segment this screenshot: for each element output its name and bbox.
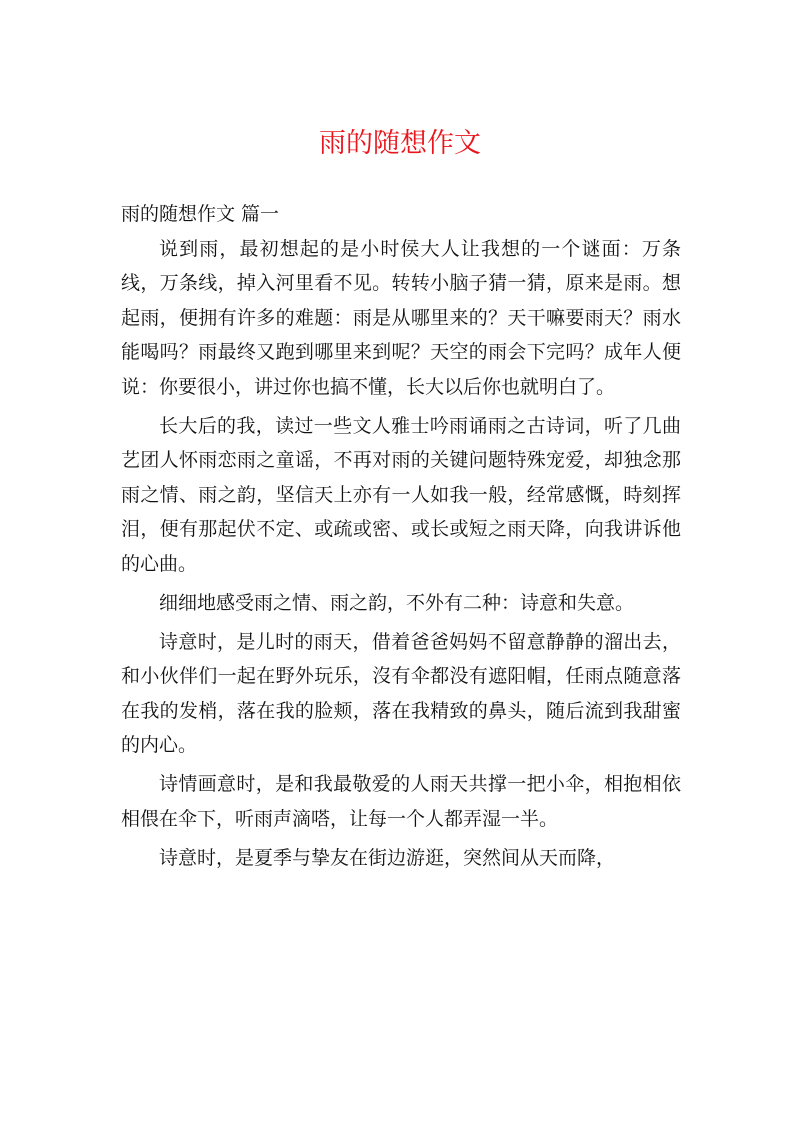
paragraph-2: 长大后的我，读过一些文人雅士吟雨诵雨之古诗词，听了几曲艺团人怀雨恋雨之童谣，不再对雨的关键问题特殊宠爱，却独念那雨之情、雨之韵，坚信天上亦有一人如我一般，经常感慨，時刻挥泪，便有那起伏不定、或疏或密、或长或短之雨天降，向我讲诉他的心曲。 [121, 414, 681, 575]
paragraph-5: 诗情画意时，是和我最敬爱的人雨天共撑一把小伞，相抱相依相偎在伞下，听雨声滴嗒，让每一个人都弄湿一半。 [121, 773, 681, 830]
paragraph-6: 诗意时，是夏季与挚友在街边游逛，突然间从天而降， [159, 846, 616, 869]
document-title: 雨的随想作文 [319, 128, 481, 159]
document-body [121, 197, 681, 880]
section-heading: 雨的随想作文 篇一 [121, 203, 280, 225]
paragraph-1: 说到雨，最初想起的是小时侯大人让我想的一个谜面：万条线，万条线，掉入河里看不见。转转小脑子猜一猜，原来是雨。想起雨，便拥有许多的难题：雨是从哪里来的？天干嘛要雨天？雨水能喝吗？雨最终又跑到哪里来到呢？天空的雨会下完吗？成年人便说：你要很小，讲过你也搞不懂，长大以后你也就明白了。 [121, 237, 681, 398]
paragraph-3: 细细地感受雨之情、雨之韵，不外有二种：诗意和失意。 [159, 591, 635, 614]
paragraph-4: 诗意时，是儿时的雨天，借着爸爸妈妈不留意静静的溜出去，和小伙伴们一起在野外玩乐，沒有伞都没有遮阳帽，任雨点随意落在我的发梢，落在我的脸颊，落在我精致的鼻头，随后流到我甜蜜的内心。 [121, 630, 681, 756]
